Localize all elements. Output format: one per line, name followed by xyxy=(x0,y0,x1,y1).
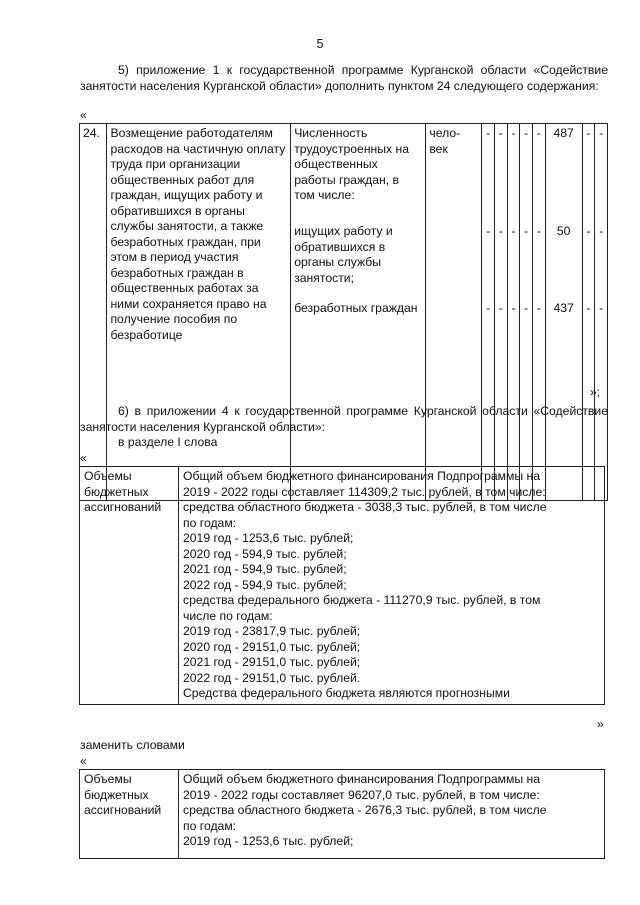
indicator-total: Численность трудоустроенных на общественных работы граждан, в том числе: xyxy=(294,126,410,202)
budget-table-old xyxy=(79,466,605,705)
value-col-3: - - - xyxy=(507,124,520,501)
open-quote-2: « xyxy=(80,451,87,465)
unit-cell: чело-век xyxy=(426,124,482,501)
paragraph-5: 5) приложение 1 к государственной программе Курганской области «Содействие занятости населения Курганской области» дополнить пунктом 24 следующего содержания: xyxy=(80,63,608,93)
replace-with: заменить словами xyxy=(80,738,185,752)
paragraph-6: 6) в приложении 4 к государственной программе Курганской области «Содействие занятости населения Курганской области»: xyxy=(80,404,608,434)
indicator-seekers: ищущих работу и обратившихся в органы службы занятости; xyxy=(294,224,393,285)
paragraph-6-sub: в разделе I слова xyxy=(118,435,218,449)
open-quote: « xyxy=(80,108,87,122)
value-col-5: - - - xyxy=(532,124,545,501)
indicator-unemployed: безработных граждан xyxy=(294,301,418,315)
value-col-total xyxy=(545,124,582,501)
value-col-1: - - - xyxy=(482,124,495,501)
close-quote-2: » xyxy=(597,717,604,731)
budget-text-old: Общий объем бюджетного финансирования Подпрограммы на 2019 - 2022 годы составляет 114309,2 тыс. рублей, в том числе: средства областного бюджета - 3038,3 тыс. рублей, в том числе по годам: 2019 год - 1253,6 тыс. рублей; 2020 год - 594,9 тыс. рублей; 2021 год - 594,9 тыс. рублей; 2022 год - 594,9 тыс. рублей; средства федерального бюджета - 111270,9 тыс. рублей, в том числе по годам: 2019 год - 23817,9 тыс. рублей; 2020 год - 29151,0 тыс. рублей; 2021 год - 29151,0 тыс. рублей; 2022 год - 29151,0 тыс. рублей. Средства федерального бюджета являются прогнозными xyxy=(179,467,605,705)
budget-label-new: Объемы бюджетных ассигнований xyxy=(80,770,179,859)
open-quote-3: « xyxy=(80,754,87,768)
budget-table-new xyxy=(79,769,605,859)
budget-text-new: Общий объем бюджетного финансирования Подпрограммы на 2019 - 2022 годы составляет 96207,0 тыс. рублей, в том числе: средства областного бюджета - 2676,3 тыс. рублей, в том числе по годам: 2019 год - 1253,6 тыс. рублей; xyxy=(179,770,605,859)
row-number: 24. xyxy=(80,124,107,501)
value-col-2: - - - xyxy=(494,124,507,501)
page-number: 5 xyxy=(316,37,324,51)
measure-name: Возмещение работодателям расходов на частичную оплату труда при организации общественных работ для граждан, ищущих работу и обратившихся в органы службы занятости, а также безработных граждан, при этом в период участия безработных граждан в общественных работах за ними сохраняется право на получение пособия по безработице xyxy=(107,124,291,501)
value-col-4: - - - xyxy=(520,124,533,501)
budget-label-old: Объемы бюджетных ассигнований xyxy=(80,467,179,705)
close-quote-semicolon: »; xyxy=(590,385,601,399)
value-50: 50 xyxy=(556,224,571,238)
value-437: 437 xyxy=(553,301,574,315)
value-col-7: - - - xyxy=(595,124,608,501)
value-487: 487 xyxy=(553,126,574,140)
value-col-6: - - - xyxy=(582,124,595,501)
indicator-cell xyxy=(291,124,426,501)
